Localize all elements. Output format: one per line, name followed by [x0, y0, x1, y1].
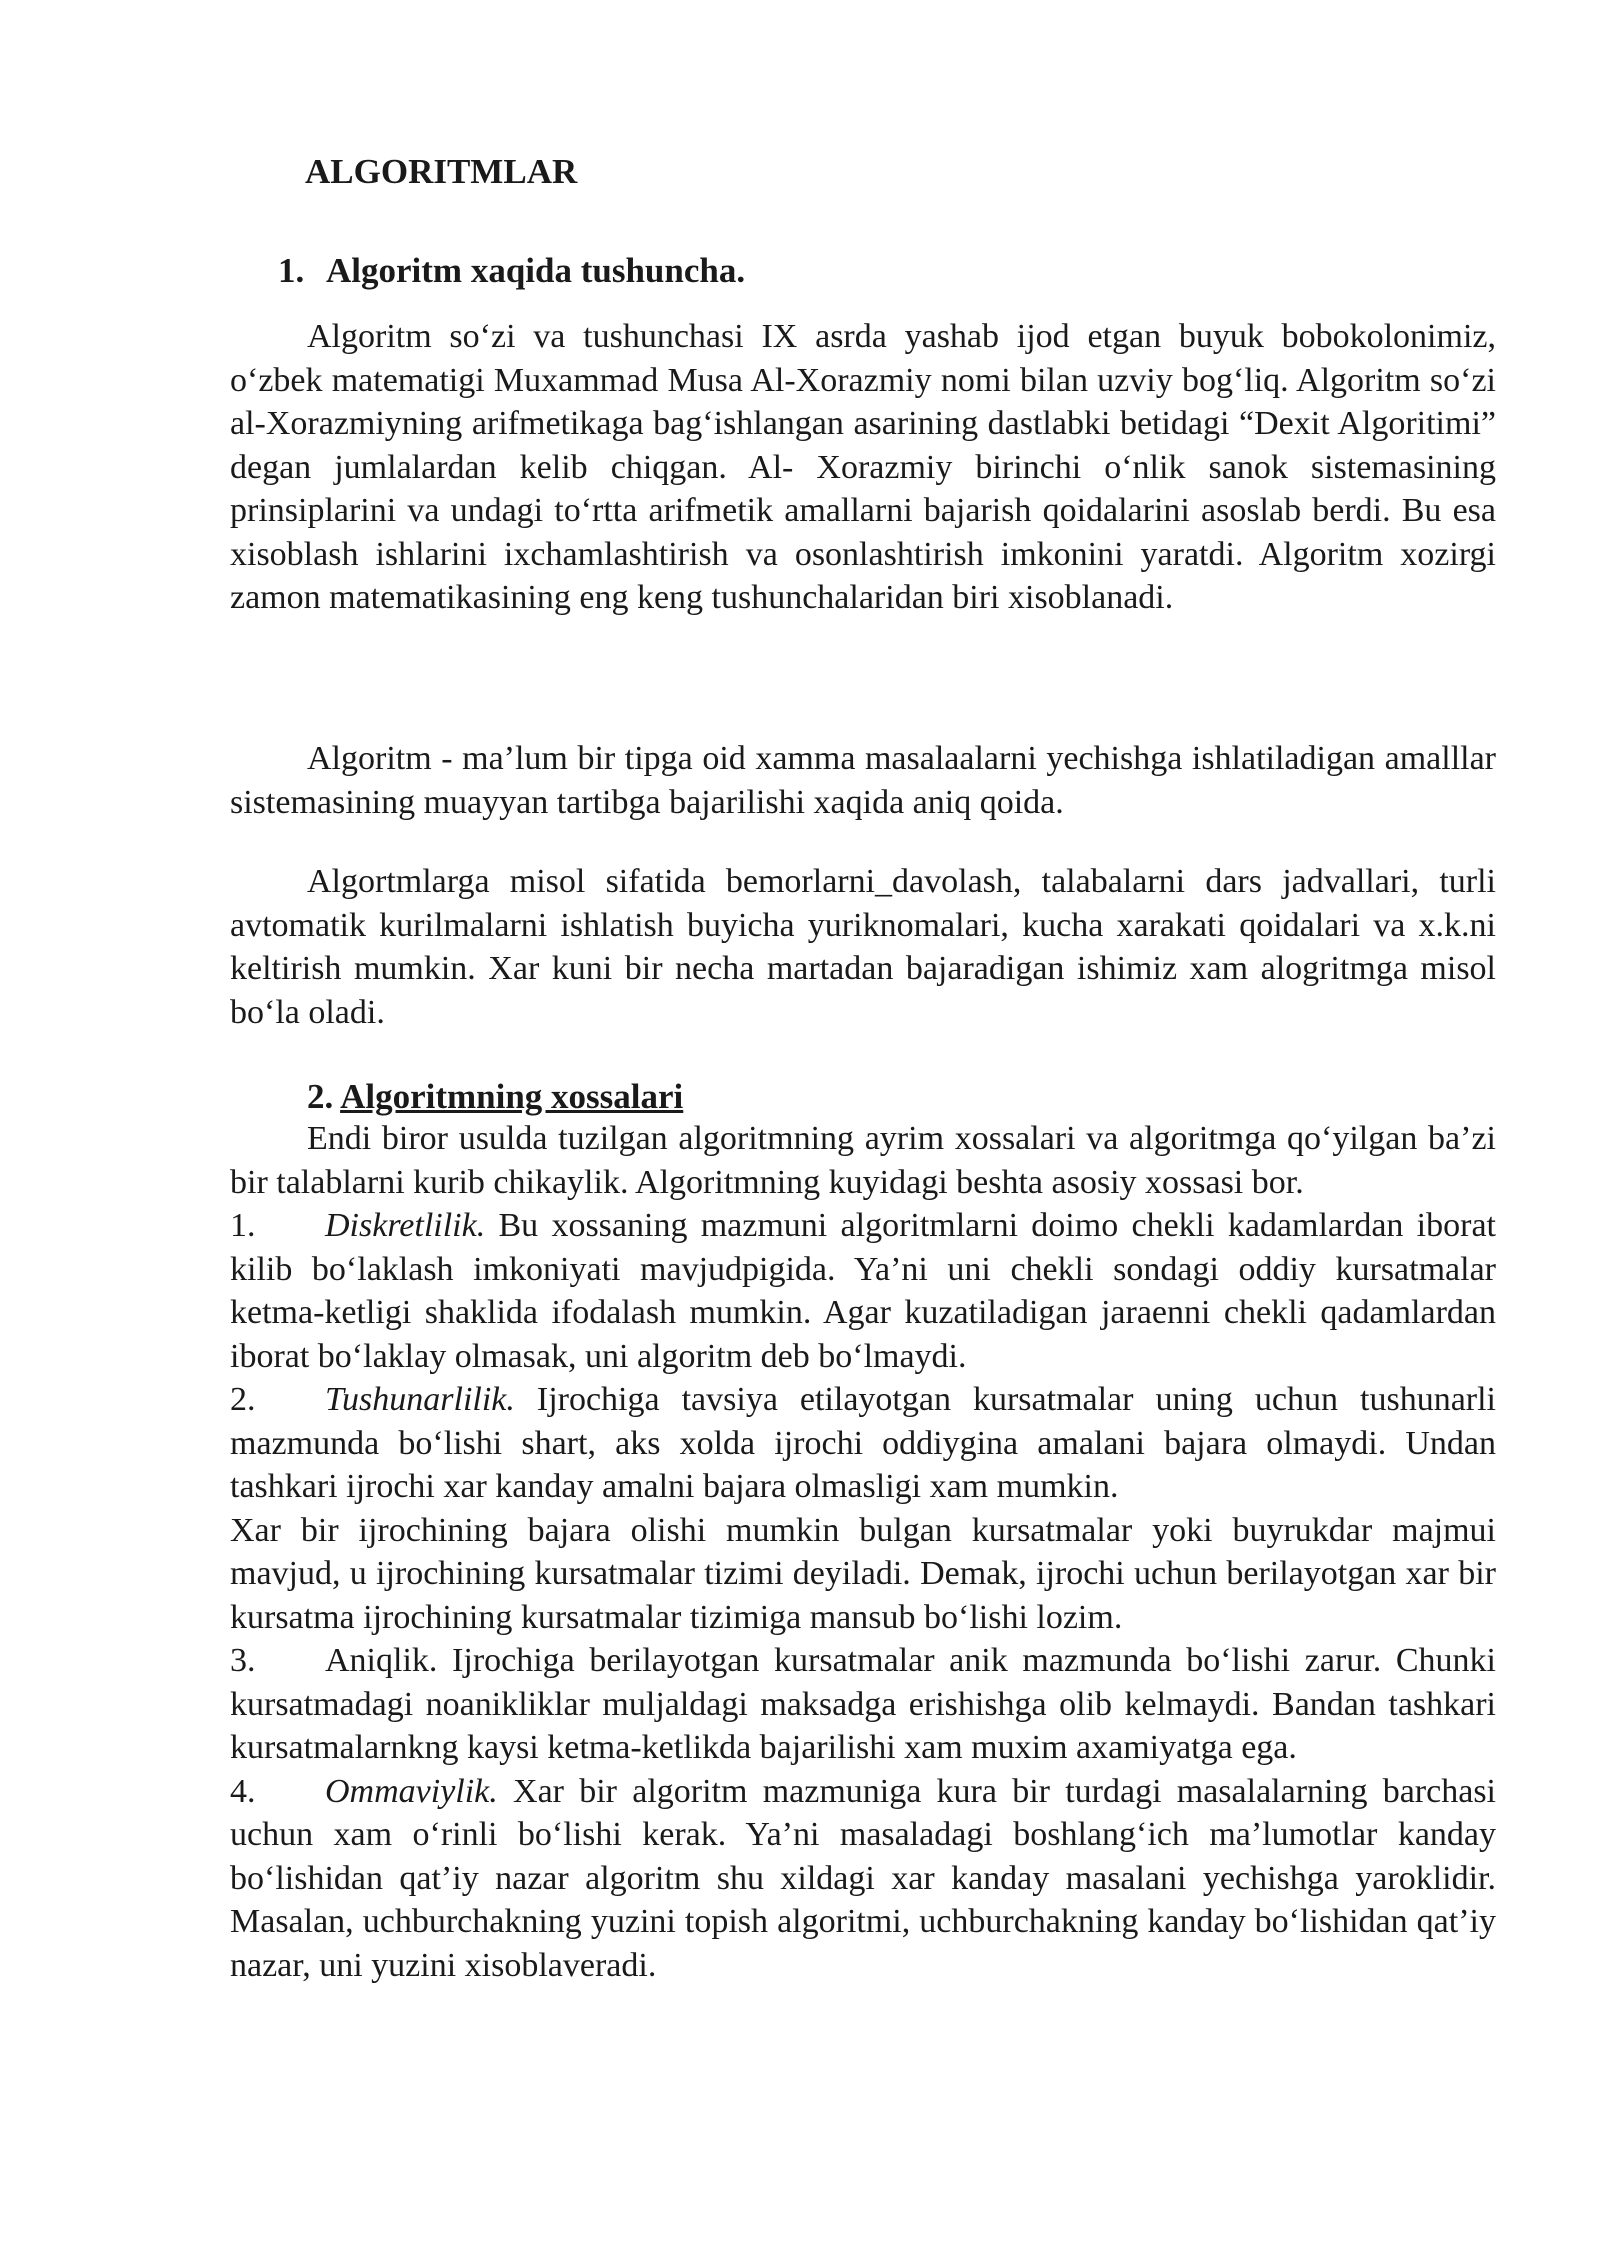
paragraph-algorithm-definition: Algoritm - ma’lum bir tipga oid xamma masalaalarni yechishga ishlatiladigan amalllar sistemasining muayyan tartibga bajarilishi xaqida aniq qoida.: [230, 740, 1496, 821]
paragraph-properties-intro: Endi biror usulda tuzilgan algoritmning ayrim xossalari va algoritmga qo‘yilgan ba’zi bir talablarni kurib chikaylik. Algoritmning kuyidagi beshta asosiy xossasi bor.: [230, 1120, 1496, 1201]
list-item-continuation: [230, 1509, 1496, 1640]
list-item-text: Ijrochiga tavsiya etilayotgan kursatmalar uning uchun tushunarli mazmunda bo‘lishi shart, aks xolda ijrochi oddiygina amalani bajara olmaydi. Undan tashkari ijrochi xar kanday amalni bajara olmasligi xam mumkin.: [230, 1381, 1496, 1505]
list-item-term: Ommaviylik.: [325, 1772, 498, 1810]
section-2-heading: [307, 1075, 683, 1119]
list-item-tushunarlilik: [230, 1378, 1496, 1509]
list-item-diskretlilik: [230, 1204, 1496, 1378]
section-1-heading: [278, 249, 745, 293]
list-item-text: Xar bir algoritm mazmuniga kura bir turdagi masalalarning barchasi uchun xam o‘rinli bo‘lishi kerak. Ya’ni masaladagi boshlang‘ich ma’lumotlar kanday bo‘lishidan qat’iy nazar algoritm shu xildagi xar kanday masalani yechishga yaroklidir. Masalan, uchburchakning yuzini topish algoritmi, uchburchakning kanday bo‘lishidan qat’iy nazar, uni yuzini xisoblaveradi.: [230, 1772, 1496, 1984]
list-item-term: Tushunarlilik.: [325, 1381, 515, 1418]
list-item-text: Aniqlik. Ijrochiga berilayotgan kursatmalar anik mazmunda bo‘lishi zarur. Chunki kursatmadagi noanikliklar muljaldagi maksadga erishishga olib kelmaydi. Bandan tashkari kursatmalarnkng kaysi ketma-ketlikda bajarilishi xam muxim axamiyatga ega.: [230, 1642, 1496, 1766]
list-item-number: 2.: [230, 1381, 256, 1418]
list-item-ommaviylik: [230, 1770, 1496, 1988]
paragraph-algorithm-examples: Algortmlarga misol sifatida bemorlarni_davolash, talabalarni dars jadvallari, turli avtomatik kurilmalarni ishlatish buyicha yuriknomalari, kucha xarakati qoidalari va x.k.ni keltirish mumkin. Xar kuni bir necha martadan bajaradigan ishimiz xam alogritmga misol bo‘la oladi.: [230, 863, 1496, 1031]
section-1-number: 1.: [278, 251, 305, 290]
list-item-number: 4.: [230, 1772, 256, 1810]
list-item-number: 1.: [230, 1207, 256, 1244]
list-item-text: Bu xossaning mazmuni algoritmlarni doimo chekli kadamlardan iborat kilib bo‘laklash imkoniyati mavjudpigida. Ya’ni uni chekli sondagi oddiy kursatmalar ketma-ketligi shaklida ifodalash mumkin. Agar kuzatiladigan jaraenni chekli qadamlardan iborat bo‘laklay olmasak, uni algoritm deb bo‘lmaydi.: [230, 1207, 1496, 1375]
page-title: ALGORITMLAR: [305, 152, 578, 191]
paragraph-algorithm-origin: Algoritm so‘zi va tushunchasi IX asrda yashab ijod etgan buyuk bobokolonimiz, o‘zbek matematigi Muxammad Musa Al-Xorazmiy nomi bilan uzviy bog‘liq. Algoritm so‘zi al-Xorazmiyning arifmetikaga bag‘ishlangan asarining dastlabki betidagi “Dexit Algoritimi” degan jumlalardan kelib chiqgan. Al- Xorazmiy birinchi o‘nlik sanok sistemasining prinsiplarini va undagi to‘rtta arifmetik amallarni bajarish qoidalarini asoslab berdi. Bu esa xisoblash ishlarini ixchamlashtirish va osonlashtirish imkonini yaratdi. Algoritm xozirgi zamon matematikasining eng keng tushunchalaridan biri xisoblanadi.: [230, 318, 1496, 616]
section-2-number: 2.: [307, 1077, 334, 1116]
section-2-title: Algoritmning xossalari: [340, 1077, 684, 1116]
list-item-term: Diskretlilik.: [325, 1207, 486, 1244]
list-item-text: Xar bir ijrochining bajara olishi mumkin bulgan kursatmalar yoki buyrukdar majmui mavjud, u ijrochining kursatmalar tizimi deyiladi. Demak, ijrochi uchun berilayotgan xar bir kursatma ijrochining kursatmalar tizimiga mansub bo‘lishi lozim.: [230, 1511, 1496, 1636]
list-item-number: 3.: [230, 1642, 256, 1679]
list-item-aniqlik: [230, 1639, 1496, 1770]
section-1-title: Algoritm xaqida tushuncha.: [326, 251, 746, 290]
